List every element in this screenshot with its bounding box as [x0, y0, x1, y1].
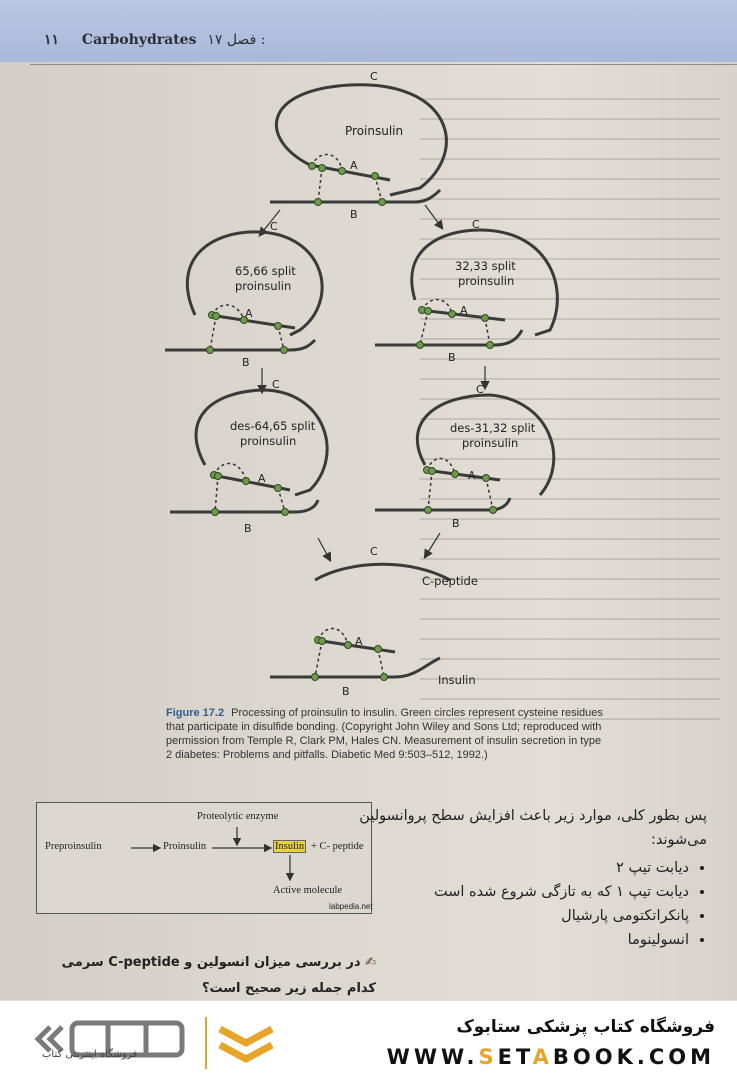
setabook-logo: [28, 1009, 288, 1075]
insulin-flow-diagram: [36, 802, 372, 914]
persian-list: [337, 856, 707, 952]
question-block: [40, 950, 376, 1000]
flow-enzyme-label: Proteolytic enzyme: [197, 811, 279, 822]
store-name: فروشگاه کتاب پزشکی ستابوک: [456, 1017, 715, 1037]
label-b-right2: B: [452, 517, 460, 530]
label-65-66-line1: 65,66 split: [235, 264, 296, 278]
figure-caption-text: Processing of proinsulin to insulin. Green circles represent cysteine residues that participate in disulfide bonding. (Copyright John Wiley and Sons Ltd; reproduced with permission from Temple R, Clark PM, Hales CN. Measurement of insulin secretion in type 2 diabetes: Problems and pitfalls. Diabetic Med 9:503–512, 1992.): [166, 707, 603, 761]
list-item: • پانکراتکتومی پارشیال: [337, 904, 689, 928]
label-proinsulin: Proinsulin: [345, 124, 404, 138]
label-c-peptide: C-peptide: [422, 574, 478, 588]
label-c-left2: C: [272, 378, 280, 391]
label-b-bottom: B: [342, 685, 350, 698]
list-item: • دیابت تیپ ۲: [337, 856, 689, 880]
label-des-31-32-line2: proinsulin: [462, 436, 519, 450]
flow-insulin: Insulin: [275, 841, 305, 852]
label-insulin: Insulin: [438, 673, 476, 687]
label-c-right2: C: [476, 383, 484, 396]
label-des-31-32-line1: des-31,32 split: [450, 421, 536, 435]
molecule-proinsulin: [270, 70, 446, 221]
arrow-to-32-33: [425, 205, 442, 228]
proinsulin-processing-diagram: [150, 70, 570, 700]
header-rule: [30, 64, 737, 65]
flow-active-molecule: Active molecule: [273, 885, 343, 896]
molecule-c-peptide-insulin: [270, 545, 478, 698]
molecule-des-31-32-split: [375, 383, 554, 530]
question-text: در بررسی میزان انسولین و C-peptide سرمی کدام جمله زیر صحیح است؟: [61, 955, 376, 996]
persian-intro: پس بطور کلی، موارد زیر باعث افزایش سطح پروانسولین می‌شوند:: [359, 808, 707, 848]
label-des-64-65-line1: des-64,65 split: [230, 419, 316, 433]
label-a-top: A: [350, 159, 358, 172]
list-item: • انسولینوما: [337, 928, 689, 952]
label-65-66-line2: proinsulin: [235, 279, 292, 293]
flow-source: labpedia.net: [329, 902, 373, 911]
label-c-bottom: C: [370, 545, 378, 558]
arrow-to-insulin-left: [318, 538, 330, 560]
store-url[interactable]: WWW.SETABOOK.COM: [386, 1045, 715, 1069]
pen-icon: ✍: [365, 955, 376, 970]
label-b-left: B: [242, 356, 250, 369]
molecule-des-64-65-split: [170, 378, 327, 535]
label-des-64-65-line2: proinsulin: [240, 434, 297, 448]
label-a-left2: A: [258, 472, 266, 485]
label-c-left: C: [270, 220, 278, 233]
label-c-top: C: [370, 70, 378, 83]
label-32-33-line1: 32,33 split: [455, 259, 516, 273]
store-footer: [0, 1000, 737, 1080]
chapter-label: فصل ۱۷ :: [207, 32, 266, 48]
list-item: • دیابت تیپ ۱ که به تازگی شروع شده است: [337, 880, 689, 904]
flow-proinsulin: Proinsulin: [163, 841, 207, 852]
label-b-right: B: [448, 351, 456, 364]
molecule-32-33-split: [375, 218, 557, 364]
page-number: ۱۱: [44, 32, 60, 48]
label-a-right2: A: [468, 469, 476, 482]
label-c-right: C: [472, 218, 480, 231]
page-header-band: [0, 0, 737, 62]
label-b-left2: B: [244, 522, 252, 535]
chapter-title: Carbohydrates: [81, 32, 197, 48]
flow-preproinsulin: Preproinsulin: [45, 841, 102, 852]
molecule-65-66-split: [165, 220, 322, 369]
persian-paragraph: [337, 804, 707, 952]
label-a-left: A: [245, 307, 253, 320]
label-32-33-line2: proinsulin: [458, 274, 515, 288]
arrow-to-insulin-right: [425, 533, 440, 557]
figure-caption: [166, 706, 606, 762]
logo-tagline: فروشگاه اینترنتی کتاب: [42, 1049, 138, 1060]
running-header: [44, 32, 265, 48]
label-b-top: B: [350, 208, 358, 221]
flow-c-peptide: + C- peptide: [311, 841, 364, 852]
label-a-bottom: A: [355, 635, 363, 648]
label-a-right: A: [460, 304, 468, 317]
figure-caption-label: Figure 17.2: [166, 707, 225, 719]
